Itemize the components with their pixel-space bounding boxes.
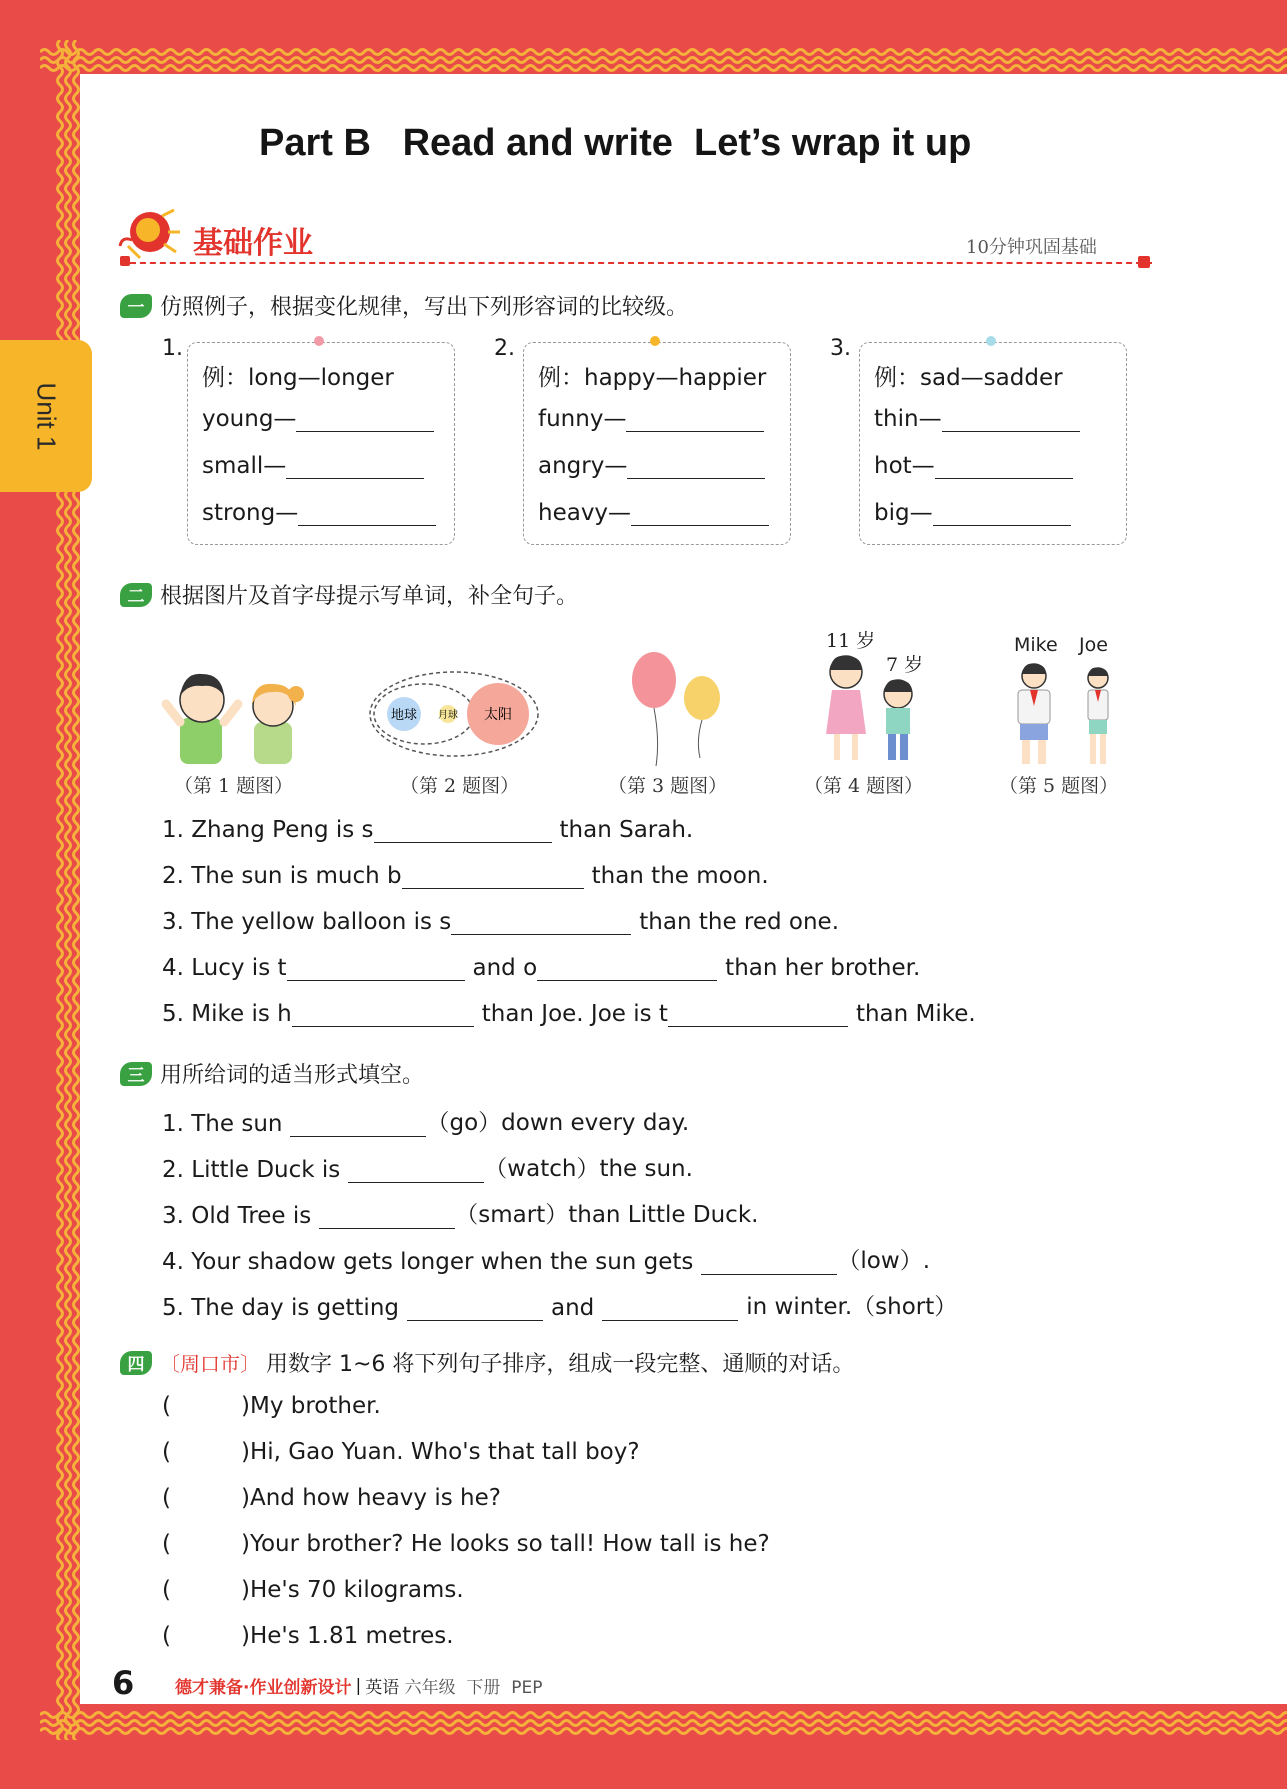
answer-blank[interactable] — [287, 954, 465, 981]
caption-pic5: （第 5 题图） — [999, 775, 1119, 797]
banner-divider — [120, 262, 1152, 264]
sec3-sentence-5: 5. The day is getting and in winter.（short） — [162, 1294, 958, 1321]
unit-tab — [0, 340, 92, 492]
answer-blank[interactable] — [290, 1110, 426, 1137]
joe-label: Joe — [1079, 634, 1108, 656]
box2 — [523, 342, 791, 545]
footer-brand: 德才兼备·作业创新设计 — [175, 1678, 352, 1698]
answer-blank[interactable] — [298, 501, 436, 526]
answer-blank[interactable] — [296, 407, 434, 432]
section1-badge: 一 — [120, 294, 152, 318]
dialog-line-1: ( ) My brother. — [162, 1393, 381, 1419]
unit-tab-label: Unit 1 — [31, 382, 62, 450]
sec3-sentence-2: 2. Little Duck is （watch）the sun. — [162, 1156, 693, 1183]
picture-balloons-icon — [626, 650, 726, 768]
answer-blank[interactable] — [631, 501, 769, 526]
sec2-sentence-2: 2. The sun is much b than the moon. — [162, 863, 769, 889]
picture-girl-boy-icon — [814, 650, 924, 768]
banner-subtitle: 10分钟巩固基础 — [966, 237, 1097, 258]
answer-blank[interactable] — [286, 454, 424, 479]
sec2-sentence-1: 1. Zhang Peng is s than Sarah. — [162, 817, 694, 843]
answer-blank[interactable] — [626, 407, 764, 432]
section2-badge: 二 — [120, 583, 152, 607]
age-label-boy: 7 岁 — [886, 654, 924, 676]
answer-blank[interactable] — [319, 1202, 455, 1229]
footer-separator: | — [355, 1675, 362, 1696]
banner-divider-end — [1138, 256, 1150, 268]
box1-item: small— — [202, 453, 424, 479]
box2-item: heavy— — [538, 500, 769, 526]
dialog-line-6: ( ) He's 1.81 metres. — [162, 1623, 454, 1649]
answer-blank[interactable] — [451, 908, 631, 935]
box3-dot — [986, 336, 996, 346]
section4-badge: 四 — [120, 1351, 152, 1375]
sec3-sentence-1: 1. The sun （go）down every day. — [162, 1110, 690, 1137]
box2-number: 2. — [494, 336, 515, 361]
box1-number: 1. — [162, 336, 183, 361]
footer-info: 六年级 下册 PEP — [404, 1678, 543, 1698]
sec3-sentence-3: 3. Old Tree is （smart）than Little Duck. — [162, 1202, 759, 1229]
answer-blank[interactable] — [374, 816, 552, 843]
caption-pic2: （第 2 题图） — [400, 775, 520, 797]
dialog-line-5: ( ) He's 70 kilograms. — [162, 1577, 464, 1603]
mike-label: Mike — [1014, 634, 1058, 656]
footer — [175, 1673, 542, 1698]
section4-region: 〔周口市〕 — [160, 1352, 260, 1376]
sec3-sentence-4: 4. Your shadow gets longer when the sun gets （low）. — [162, 1248, 931, 1275]
box2-example: 例：happy—happier — [538, 365, 767, 391]
section2-header — [120, 579, 578, 610]
answer-blank[interactable] — [348, 1156, 484, 1183]
box1-item: strong— — [202, 500, 436, 526]
answer-blank[interactable] — [627, 454, 765, 479]
picture-children-icon — [158, 660, 318, 768]
page-title: Part B Read and write Let’s wrap it up — [259, 122, 972, 164]
box3-item: thin— — [874, 406, 1080, 432]
picture-mike-joe-icon — [1010, 660, 1120, 768]
section2-instruction: 根据图片及首字母提示写单词，补全句子。 — [160, 584, 579, 609]
box3-item: hot— — [874, 453, 1073, 479]
moon-label: 月球 — [438, 710, 458, 721]
sec2-sentence-5: 5. Mike is h than Joe. Joe is t than Mike. — [162, 1001, 976, 1027]
answer-blank[interactable] — [407, 1294, 543, 1321]
wavy-border-bottom — [40, 1705, 1287, 1745]
answer-blank[interactable] — [537, 954, 717, 981]
section4-header — [120, 1347, 854, 1378]
box2-dot — [650, 336, 660, 346]
dialog-line-4: ( ) Your brother? He looks so tall! How tall is he? — [162, 1531, 770, 1557]
section4-instruction: 用数字 1~6 将下列句子排序，组成一段完整、通顺的对话。 — [266, 1352, 855, 1377]
box3 — [859, 342, 1127, 545]
earth-label: 地球 — [390, 708, 418, 723]
box3-example: 例：sad—sadder — [874, 365, 1063, 391]
answer-blank[interactable] — [942, 407, 1080, 432]
box1 — [187, 342, 455, 545]
box1-item: young— — [202, 406, 434, 432]
section1-header — [120, 290, 688, 321]
section1-instruction: 仿照例子，根据变化规律，写出下列形容词的比较级。 — [160, 295, 689, 320]
banner-label: 基础作业 — [193, 226, 313, 261]
dialog-line-2: ( ) Hi, Gao Yuan. Who's that tall boy? — [162, 1439, 640, 1465]
caption-pic4: （第 4 题图） — [804, 775, 924, 797]
sec2-sentence-3: 3. The yellow balloon is s than the red one. — [162, 909, 840, 935]
answer-blank[interactable] — [701, 1248, 837, 1275]
box3-number: 3. — [830, 336, 851, 361]
answer-blank[interactable] — [935, 454, 1073, 479]
answer-blank[interactable] — [602, 1294, 738, 1321]
age-label-girl: 11 岁 — [826, 630, 876, 652]
section3-badge: 三 — [120, 1062, 152, 1086]
banner-divider-start — [120, 256, 130, 266]
footer-subject: 英语 — [365, 1678, 400, 1698]
section3-instruction: 用所给词的适当形式填空。 — [160, 1063, 425, 1088]
answer-blank[interactable] — [933, 501, 1071, 526]
box2-item: angry— — [538, 453, 765, 479]
box1-dot — [314, 336, 324, 346]
answer-blank[interactable] — [402, 862, 584, 889]
box1-example: 例：long—longer — [202, 365, 394, 391]
picture-sun-earth-moon — [366, 666, 542, 760]
section3-header — [120, 1058, 424, 1089]
box3-item: big— — [874, 500, 1071, 526]
answer-blank[interactable] — [668, 1000, 848, 1027]
sun-label: 太阳 — [484, 707, 512, 723]
box2-item: funny— — [538, 406, 764, 432]
caption-pic3: （第 3 题图） — [608, 775, 728, 797]
dialog-line-3: ( ) And how heavy is he? — [162, 1485, 501, 1511]
page-number: 6 — [112, 1664, 135, 1702]
sec2-sentence-4: 4. Lucy is t and o than her brother. — [162, 955, 921, 981]
caption-pic1: （第 1 题图） — [174, 775, 294, 797]
answer-blank[interactable] — [292, 1000, 474, 1027]
